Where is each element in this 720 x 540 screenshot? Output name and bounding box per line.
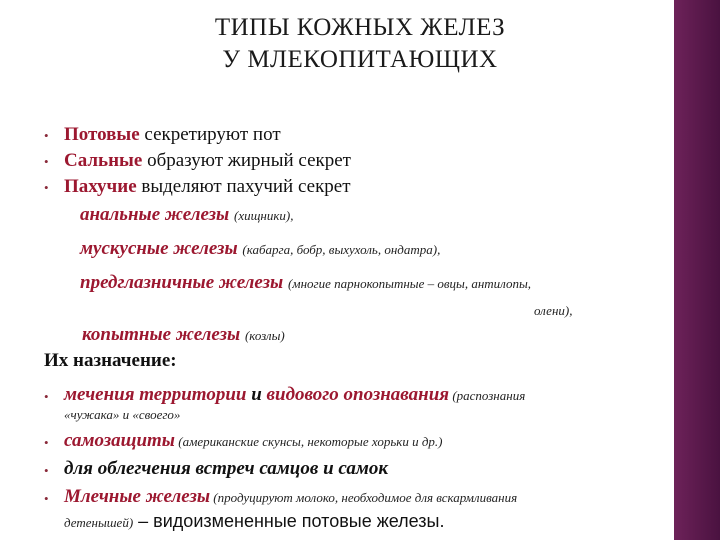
bullet-icon: • — [44, 389, 49, 404]
title-line-1: ТИПЫ КОЖНЫХ ЖЕЛЕЗ — [214, 14, 506, 41]
term-sweat: Потовые — [64, 124, 140, 145]
bullet-icon: • — [44, 154, 49, 169]
purpose-defense-term: самозащиты — [64, 430, 175, 451]
subitem-anal — [80, 204, 294, 227]
subitem-hoof — [82, 324, 285, 347]
purpose-mammary-note-cont: детенышей) — [64, 515, 134, 530]
decorative-side-band — [674, 0, 720, 540]
purpose-mammary-tail: – видоизмененные потовые железы. — [133, 511, 445, 531]
bullet-icon: • — [44, 128, 49, 143]
bullet-icon: • — [44, 435, 49, 450]
subitem-preorbital — [80, 272, 531, 295]
purpose-marking-note: (распознания — [449, 388, 526, 403]
bullet-icon: • — [44, 491, 49, 506]
purpose-mammary-note: (продуцируют молоко, необходимое для вскармливания — [210, 490, 518, 505]
bullet-icon: • — [44, 180, 49, 195]
purpose-mammary-term: Млечные железы — [64, 486, 211, 507]
text-odorous: выделяют пахучий секрет — [136, 176, 351, 197]
term-anal: анальные железы — [80, 204, 230, 225]
purpose-item-mammary — [64, 486, 517, 509]
list-item-odorous — [64, 176, 351, 198]
purpose-marking-note-cont: «чужака» и «своего» — [64, 407, 181, 422]
term-hoof: копытные железы — [82, 324, 241, 345]
purpose-item-mating — [64, 458, 388, 480]
slide-title — [140, 12, 580, 76]
term-odorous: Пахучие — [64, 176, 137, 197]
list-item-sweat — [64, 124, 281, 146]
title-line-2: У МЛЕКОПИТАЮЩИХ — [222, 46, 498, 73]
bullet-icon: • — [44, 463, 49, 478]
subitem-musk — [80, 238, 440, 261]
note-hoof: (козлы) — [244, 328, 285, 343]
purpose-item-defense — [64, 430, 442, 453]
purpose-defense-note: (американские скунсы, некоторые хорьки и др.) — [174, 434, 443, 449]
purpose-marking-b: и — [246, 384, 267, 405]
purpose-mating-term: для облегчения встреч самцов и самок — [64, 458, 389, 479]
list-item-sebaceous — [64, 150, 351, 172]
purpose-marking-c: видового опознавания — [266, 384, 450, 405]
term-preorbital: предглазничные железы — [80, 272, 284, 293]
text-sebaceous: образуют жирный секрет — [142, 150, 351, 171]
term-musk: мускусные железы — [80, 238, 238, 259]
purpose-marking-a: мечения территории — [64, 384, 247, 405]
term-sebaceous: Сальные — [64, 150, 143, 171]
note-musk: (кабарга, бобр, выхухоль, ондатра), — [242, 242, 441, 257]
purpose-heading: Их назначение: — [44, 350, 177, 371]
note-preorbital-cont: олени), — [534, 303, 573, 318]
note-preorbital: (многие парнокопытные – овцы, антилопы, — [287, 276, 532, 291]
purpose-mammary-cont — [64, 510, 444, 534]
text-sweat: секретируют пот — [139, 124, 281, 145]
note-anal: (хищники), — [233, 208, 294, 223]
